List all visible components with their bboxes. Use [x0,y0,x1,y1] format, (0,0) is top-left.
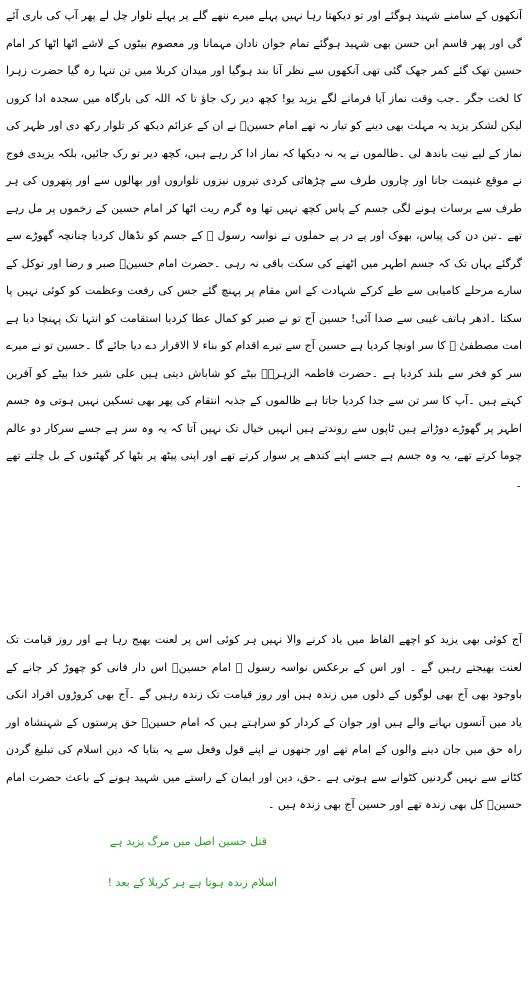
article-paragraph-1: آنکھوں کے سامنے شہید ہوگئے اور تو دیکھتا رہا نہیں پہلے میرے ننھے گلے پر پہلے تلوار چل لے پھر آپ کی باری آئے گی اور پھر قاسم ابن حسن بھی شہید ہوگئے تمام جوان نادان مہمانا ور معصوم بیٹوں کے لاشے اٹھا اٹھا کر امام حسین تھک گئے کمر جھک گئی تھی آنکھوں سے نظر آنا بند ہوگیا اور میدان کربلا میں تن تنہا رہ گیا حضرت زہرا کا لخت جگر ۔جب وقت نماز آیا فرمانے لگے یزید یو! کچھ دیر رک جاؤ تا کہ اللہ کی بارگاہ میں سجدہ ادا کروں لیکن لشکر یزید یہ مہلت بھی دینے کو تیار نہ تھے امام حسینؑ نے ان کے عزائم دیکھ کر تلوار رکھ دی اور ظہر کی نماز کے لیے نیت باندھ لی ۔ظالموں نے یہ نہ دیکھا کہ نماز ادا کر رہے ہیں، کچھ دیر تو رک جائیں، بلکہ یزیدی فوج نے موقع غنیمت جانا اور چاروں طرف سے چڑھائی کردی تیروں نیزوں تلواروں اور بھالوں سے اور پتھروں کی ہر طرف سے برسات ہونے لگی جسم کے پاس کچھ نہیں تھا وہ گرم ریت اٹھا کر امام حسین کے زخموں پر مل رہے تھے ۔تین دن کی پیاس، بھوک اور پے در پے حملوں نے نواسہ رسول ﷺ کے جسم کو نڈھال کردیا چنانچہ گھوڑے سے گرگئے یہاں تک کہ جسم اطہر میں اٹھنے کی سکت باقی نہ رہی ۔حضرت امام حسینؑ صبر و رضا اور توکل کے سارے مرحلے کامیابی سے طے کرکے شہادت کے اس مقام پر پہنچ گئے جس کی رفعت وعظمت کو کوئی نہیں پا سکتا ۔ادھر ہاتف غیبی سے صدا آئی! حسین آج تو نے صبر کو کمال عطا کردیا استقامت کو انتہا تک پہنچا دیا ہے امت مصطفیٰ ﷺ کا سر اونچا کردیا ہے حسین آج سے تیرے اقدام کو بناء لا الاقرار دے دیا جائے گا ۔حسین تو نے میرے سر کو فخر سے بلند کردیا ہے ۔حضرت فاطمہ الزہرہؑ بیٹے کو شاباش دیتی ہیں علی شیر خدا بیٹے کو آفرین کہتے ہیں ۔آپ کا سر تن سے جدا کردیا جاتا ہے ظالموں کے جذبہ انتقام کی پھر بھی تسکین نہیں ہوتی وہ جسم اطہر پر گھوڑے دوڑاتے ہیں ٹاپوں سے روندتے ہیں انہیں خیال تک نہیں آتا کہ یہ وہ سر ہے جسے سرکار دو عالم چوما کرتے تھے، یہ وہ جسم ہے جسے اپنے کندھے پر سوار کرتے تھے اور اپنی پیٹھ پر بٹھا کر گھٹنوں کے بل چلتے تھے ۔ [6,9,522,490]
article-paragraph-2: آج کوئی بھی یزید کو اچھے الفاظ میں یاد کرنے والا نہیں ہر کوئی اس پر لعنت بھیج رہا ہے اور روز قیامت تک لعنت بھیجتے رہیں گے ۔ اور اس کے برعکس نواسہ رسول ﷺ امام حسینؑ اس دار فانی کو چھوڑ کر جانے کے باوجود بھی آج بھی لوگوں کے دلوں میں زندہ ہیں اور روز قیامت تک زندہ رہیں گے ۔آج بھی کروڑوں افراد انکی یاد میں آنسوں بہانے والے ہیں اور جوان کے کردار کو سراہتے ہیں کہ امام حسینؑ حق پرستوں کے شہنشاہ اور راہ حق میں جان دینے والوں کے امام تھے اور جنھوں نے اپنے قول وفعل سے یہ بتایا کہ دین اسلام کی تبلیغ گردن کٹانے سے نہیں گردنیں کٹوانے سے ہوتی ہے ۔حق، دین اور ایمان کے راستے میں شہید ہونے کے باعث حضرت امام حسینؑ کل بھی زندہ تھے اور حسین آج بھی زندہ ہیں ۔ [6,633,522,811]
footer-verse-line-1: قتل حسین اصل میں مرگ یزید ہے [109,835,267,848]
footer-verse-line-2: اسلام زندہ ہوتا ہے ہر کربلا کے بعد ! [107,876,277,889]
